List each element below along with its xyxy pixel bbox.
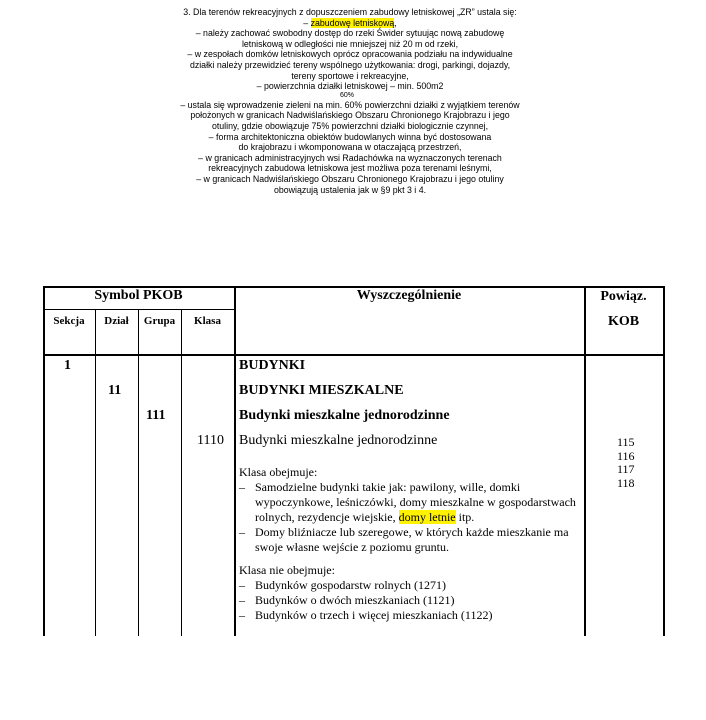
pkob-table [43, 286, 665, 636]
text-line: położonych w granicach Nadwiślańskiego Obszaru Chronionego Krajobrazu i jego [190, 110, 510, 121]
text-line: do krajobrazu i wkomponowana w otaczającą przestrzeń, [238, 142, 462, 153]
code-grupa: 111 [146, 408, 166, 423]
col-divider-dzial [138, 309, 139, 636]
text-line: – należy zachować swobodny dostęp do rzeki Świder sytuując nową zabudowę [195, 28, 505, 39]
text-line: letniskową w odległości nie mniejszej niż 20 m od rzeki, [241, 38, 459, 49]
highlighted-text: domy letnie [398, 510, 456, 524]
text-line: – forma architektoniczna obiektów budowlanych winna być dostosowana [208, 131, 492, 142]
header-grupa: Grupa [143, 315, 176, 327]
col-divider-grupa [181, 309, 182, 636]
excludes-label: Klasa nie obejmuje: [239, 563, 335, 577]
heading-dzial: BUDYNKI MIESZKALNE [239, 383, 404, 398]
kob-item: 116 [617, 448, 635, 463]
heading-sekcja: BUDYNKI [239, 358, 306, 373]
kob-item: 115 [617, 435, 635, 449]
col-divider-sekcja [95, 309, 96, 636]
header-klasa: Klasa [194, 315, 221, 327]
highlighted-text: zabudowę letniskową [310, 17, 395, 28]
zr-regulations-text [150, 7, 550, 195]
code-sekcja: 1 [64, 358, 71, 373]
text-line: – w granicach Nadwiślańskiego Obszaru Chronionego Krajobrazu i jego otuliny [196, 173, 504, 184]
symbol-subheader-divider [43, 309, 236, 310]
list-item: – Samodzielne budynki takie jak: pawilony, wille, domki wypoczynkowe, leśniczówki, domy mieszkalne w gospodarstwach rolnych, rezydencje wiejskie, domy letnie itp. [239, 480, 576, 524]
includes-label: Klasa obejmuje: [239, 465, 318, 479]
text-line: rekreacyjnych zabudowa letniskowa jest możliwa poza terenami leśnymi, [208, 163, 492, 174]
header-powiaz: Powiąz. [600, 289, 647, 304]
kob-item: 117 [617, 462, 635, 477]
header-symbol-pkob: Symbol PKOB [94, 288, 183, 303]
text-line: – zabudowę letniskową, [303, 17, 397, 28]
text-line: – w granicach administracyjnych wsi Radachówka na wyznaczonych terenach [198, 152, 502, 163]
kob-item: 118 [617, 475, 635, 490]
text-line: tereny sportowe i rekreacyjne, [291, 70, 409, 81]
text-line: – powierzchnia działki letniskowej – min. 500m2 [256, 81, 444, 92]
list-item: – Domy bliźniacze lub szeregowe, w których każde mieszkanie ma swoje własne wejście z poziomu gruntu. [239, 525, 569, 554]
kob-list [617, 436, 635, 490]
text-line: obowiązują ustalenia jak w §9 pkt 3 i 4. [273, 184, 427, 195]
text-line: 60% [339, 91, 354, 99]
col-divider-klasa [234, 286, 236, 636]
heading-klasa: Budynki mieszkalne jednorodzinne [239, 433, 438, 448]
text-line: działki należy przewidzieć tereny wspólnego użytkowania: drogi, parkingi, dojazdy, [189, 59, 511, 70]
heading-grupa: Budynki mieszkalne jednorodzinne [239, 408, 450, 423]
list-item: – Budynków gospodarstw rolnych (1271) [239, 578, 446, 592]
list-item: – Budynków o dwóch mieszkaniach (1121) [239, 593, 455, 607]
text-line: otuliny, gdzie obowiązuje 75% powierzchni działki biologicznie czynnej, [211, 120, 489, 131]
code-dzial: 11 [108, 383, 122, 398]
text-line: 3. Dla terenów rekreacyjnych z dopuszczeniem zabudowy letniskowej „ZR” ustala się: [183, 7, 517, 17]
text-line: – ustala się wprowadzenie zieleni na min. 60% powierzchni działki z wyjątkiem terenów [180, 99, 520, 110]
col-divider-description [584, 286, 586, 636]
code-klasa: 1110 [197, 433, 224, 448]
header-kob: KOB [607, 314, 640, 329]
table-left-border [43, 286, 45, 636]
header-wyszczegolnienie: Wyszczególnienie [356, 288, 462, 303]
class-description [239, 465, 581, 623]
table-right-border [663, 286, 665, 636]
list-item: – Budynków o trzech i więcej mieszkaniach (1122) [239, 608, 493, 622]
header-bottom-border [43, 354, 665, 356]
header-sekcja: Sekcja [53, 315, 85, 327]
text-line: – w zespołach domków letniskowych oprócz opracowania podziału na indywidualne [187, 49, 513, 60]
header-dzial: Dział [104, 315, 129, 327]
